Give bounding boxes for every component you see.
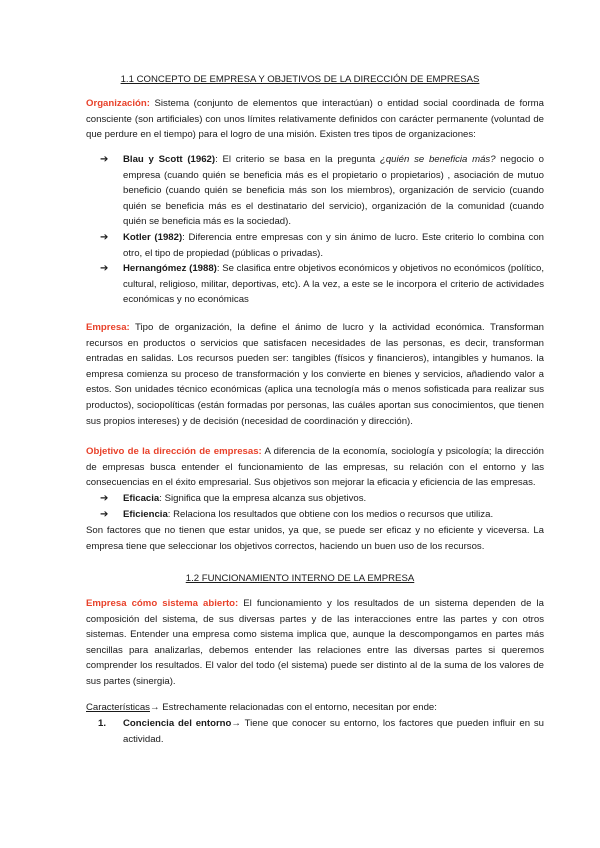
organizacion-paragraph [86, 96, 544, 143]
sistema-text: El funcionamiento y los resultados de un sistema dependen de la composición del sistema, de sus diversas partes y de las interacciones entre las partes y con otros sistemas. Entender una empresa como sistema implica que, aunque la descompongamos en partes más sencillas para analizarlas, debemos entender las relaciones entre las diversas partes si queremos comprender los resultados. El valor del todo (el sistema) puede ser distinto al de la suma de los valores de sus partes (sinergia). [86, 598, 545, 687]
organizacion-text: Sistema (conjunto de elementos que interactúan) o entidad social coordinada de forma consciente (son artificiales) con unos límites relativamente definidos con carácter permanente (voluntad de que perdure en el tiempo) para el logro de una misión. Existen tres tipos de organizaciones: [86, 98, 544, 141]
bullet-label: Eficacia [123, 493, 160, 504]
caracteristicas-list [86, 716, 544, 747]
empresa-term: Empresa: [86, 322, 130, 333]
item-number: 1. [98, 718, 107, 729]
item-label: Conciencia del entorno→ [123, 718, 241, 729]
objetivo-bullet-list [86, 491, 544, 522]
empresa-text: Tipo de organización, la define el ánimo de lucro y la actividad económica. Transforman recursos en productos o servicios que satisfacen necesidades de las personas, es decir, transforman entradas en salidas. Los recursos pueden ser: tangibles (físicos y financieros), intangibles y humanos. la empresa comienza su proceso de transformación y los convierte en bienes y servicios, añadiendo valor a estos. Son unidades técnico económicas (aplica una tecnología más o menos sofisticada para realizar sus productos), sociopolíticas (están formadas por personas, las cuáles aportan sus conocimientos, que tienen sus propios intereses) y de decisión (necesidad de coordinación y dirección). [86, 322, 544, 427]
bullet-text: : Relaciona los resultados que obtiene con los medios o recursos que utiliza. [167, 508, 494, 520]
bullet-label: Kotler (1982) [123, 231, 183, 243]
list-item [86, 716, 544, 747]
section-1-heading: 1.1 CONCEPTO DE EMPRESA Y OBJETIVOS DE LA DIRECCIÓN DE EMPRESAS [120, 74, 480, 85]
sistema-term: Empresa cómo sistema abierto: [86, 598, 239, 609]
objetivo-closing: Son factores que no tienen que estar unidos, ya que, se puede ser eficaz y no eficiente y viceversa. La empresa tiene que seleccionar los objetivos correctos, haciendo un buen uso de los recursos. [86, 525, 544, 552]
arrow-icon: ➔ [100, 231, 109, 243]
arrow-icon: ➔ [100, 263, 109, 275]
arrow-icon: ➔ [100, 154, 109, 165]
list-item [86, 261, 544, 308]
bullet-text-continued: negocio o empresa (cuando quién se beneficia más es el propietario o propietarios) , asociación de mutuo beneficio (cuando quién se beneficia más son los miembros), organización de servicio (cuando quién se beneficia más es el destinatario del servicio), organización de la comunidad (cuando quién se beneficia más es la sociedad). [123, 154, 544, 228]
bullet-label: Eficiencia [123, 508, 168, 520]
objetivo-text: A diferencia de la economía, sociología y psicología; la dirección de empresas busca entender el funcionamiento de las empresas, su relación con el entorno y las consecuencias en el éxito empresarial. Sus objetivos son mejorar la eficacia y eficiencia de las empresas. [86, 446, 544, 489]
sistema-paragraph [86, 596, 544, 690]
caracteristicas-label: Características [86, 702, 150, 713]
list-item [86, 230, 544, 261]
caracteristicas-text: → Estrechamente relacionadas con el entorno, necesitan por ende: [149, 702, 437, 713]
arrow-icon: ➔ [100, 493, 109, 504]
arrow-icon: ➔ [100, 508, 109, 520]
bullet-italic: ¿quién se beneficia más? [379, 154, 496, 165]
bullet-label: Blau y Scott (1962) [123, 154, 216, 165]
organizacion-bullet-list [86, 152, 544, 308]
caracteristicas-line [86, 700, 544, 716]
bullet-text: : El criterio se basa en la pregunta [215, 154, 380, 165]
objetivo-term: Objetivo de la dirección de empresas: [86, 446, 262, 457]
bullet-text: : Se clasifica entre objetivos económicos y objetivos no económicos (político, cultural, religioso, militar, deportivas, etc). A la vez, a este se le incorpora el criterio de actividades económicas y no económicas [123, 263, 544, 306]
objetivo-paragraph [86, 444, 544, 491]
item-text: Tiene que conocer su entorno, los factores que pueden influir en su actividad. [123, 718, 544, 745]
bullet-label: Hernangómez (1988) [123, 263, 217, 275]
list-item [86, 491, 544, 507]
list-item [86, 152, 544, 230]
bullet-text: : Diferencia entre empresas con y sin ánimo de lucro. Este criterio lo combina con otro, el tipo de propiedad (públicas o privadas). [123, 231, 544, 259]
section-2-heading: 1.2 FUNCIONAMIENTO INTERNO DE LA EMPRESA [185, 573, 415, 584]
bullet-text: : Significa que la empresa alcanza sus objetivos. [159, 493, 367, 504]
empresa-paragraph [86, 320, 544, 429]
organizacion-term: Organización: [86, 98, 150, 109]
list-item [86, 507, 544, 523]
